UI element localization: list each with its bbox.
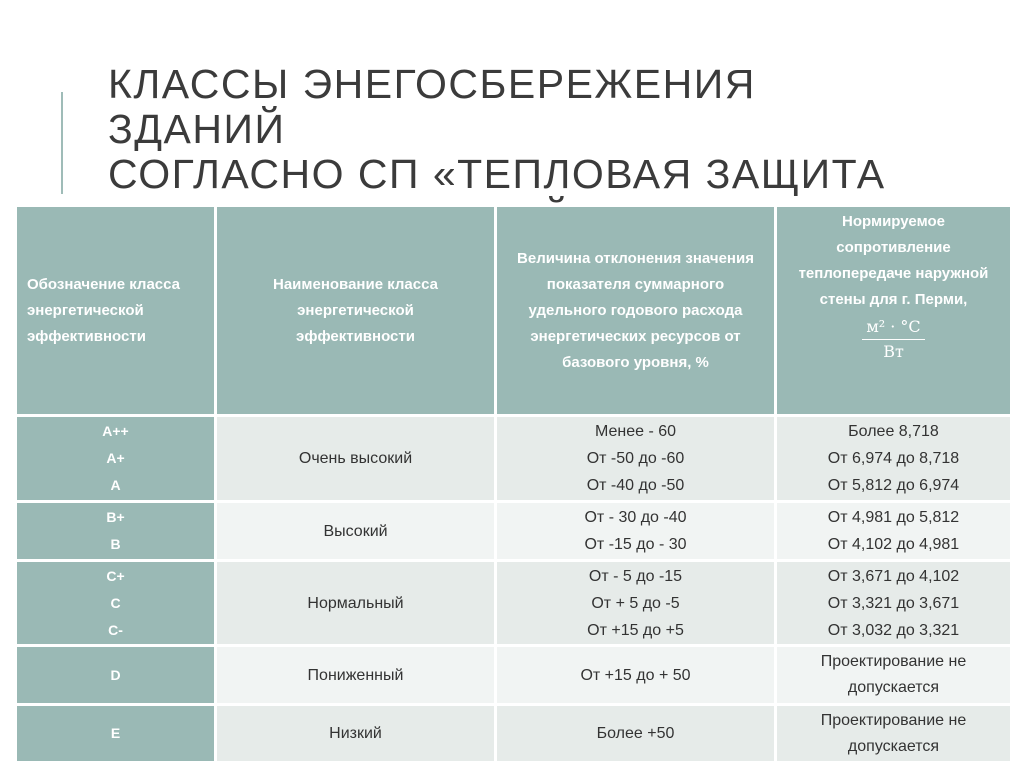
resistance-cell <box>776 561 1012 646</box>
resistance-value: допускается <box>847 737 940 755</box>
class-code: B+ <box>106 509 125 525</box>
resistance-cell <box>776 646 1012 705</box>
class-code: C+ <box>106 567 125 584</box>
resistance-value: От 6,974 до 8,718 <box>827 450 960 467</box>
class-designation-cell <box>16 561 216 646</box>
resistance-value: допускается <box>847 679 940 696</box>
deviation-value: От -40 до -50 <box>586 477 685 494</box>
unit-denominator: Вт <box>883 342 904 361</box>
resistance-value: Более 8,718 <box>848 423 939 440</box>
deviation-value: От -50 до -60 <box>586 450 685 467</box>
class-designation-cell <box>16 502 216 561</box>
class-code: A++ <box>102 423 129 439</box>
class-code: D <box>110 666 121 683</box>
class-designation-cell <box>16 705 216 763</box>
header-resistance-label: Нормируемое сопротивление теплопередаче наружной стены для г. Перми, <box>798 213 989 308</box>
resistance-value: От 4,981 до 5,812 <box>827 509 960 526</box>
resistance-value: Проектирование не <box>820 711 967 729</box>
resistance-cell <box>776 416 1012 502</box>
class-name-cell: Пониженный <box>216 646 496 705</box>
class-code: A+ <box>106 450 125 466</box>
header-resistance <box>776 206 1012 416</box>
deviation-value: Более +50 <box>596 725 675 742</box>
resistance-value: От 4,102 до 4,981 <box>827 536 960 553</box>
deviation-value: От +15 до + 50 <box>580 666 691 684</box>
class-code: C- <box>108 621 123 638</box>
resistance-value: Проектирование не <box>820 653 967 670</box>
deviation-value: От -15 до - 30 <box>584 536 687 553</box>
deviation-value: Менее - 60 <box>594 423 677 440</box>
resistance-value: От 3,671 до 4,102 <box>827 567 960 585</box>
title-line-2: СОГЛАСНО СП «ТЕПЛОВАЯ ЗАЩИТА <box>108 151 886 197</box>
deviation-value: От - 30 до -40 <box>584 509 687 526</box>
resistance-cell <box>776 705 1012 763</box>
class-code: E <box>110 725 121 741</box>
deviation-cell <box>496 705 776 763</box>
table-row <box>16 416 1012 502</box>
deviation-cell <box>496 502 776 561</box>
class-code: C <box>110 594 121 611</box>
table-row <box>16 561 1012 646</box>
deviation-value: От - 5 до -15 <box>588 567 683 585</box>
table-row <box>16 502 1012 561</box>
table-row <box>16 705 1012 763</box>
header-class-designation: Обозначение класса энергетической эффективности <box>16 206 216 416</box>
deviation-value: От + 5 до -5 <box>591 594 680 612</box>
class-code: B <box>110 536 121 552</box>
title-line-1: КЛАССЫ ЭНЕГОСБЕРЕЖЕНИЯ ЗДАНИЙ <box>108 61 756 152</box>
class-name-cell: Низкий <box>216 705 496 763</box>
deviation-cell <box>496 646 776 705</box>
unit-fraction <box>862 317 924 362</box>
title-accent-line <box>61 92 63 194</box>
table-header-row <box>16 206 1012 416</box>
class-code: A <box>110 477 121 493</box>
header-deviation: Величина отклонения значения показателя суммарного удельного годового расхода энергетических ресурсов от базового уровня, % <box>496 206 776 416</box>
header-class-name: Наименование класса энергетической эффективности <box>216 206 496 416</box>
class-name-cell: Нормальный <box>216 561 496 646</box>
class-designation-cell <box>16 646 216 705</box>
table-row <box>16 646 1012 705</box>
class-designation-cell <box>16 416 216 502</box>
deviation-cell <box>496 561 776 646</box>
energy-class-table <box>14 204 1013 764</box>
resistance-value: От 5,812 до 6,974 <box>827 477 960 494</box>
resistance-value: От 3,321 до 3,671 <box>827 594 960 612</box>
class-name-cell: Очень высокий <box>216 416 496 502</box>
resistance-value: От 3,032 до 3,321 <box>827 621 960 639</box>
deviation-cell <box>496 416 776 502</box>
class-name-cell: Высокий <box>216 502 496 561</box>
resistance-cell <box>776 502 1012 561</box>
unit-numerator: м² · °С <box>862 317 924 340</box>
deviation-value: От +15 до +5 <box>587 621 684 639</box>
